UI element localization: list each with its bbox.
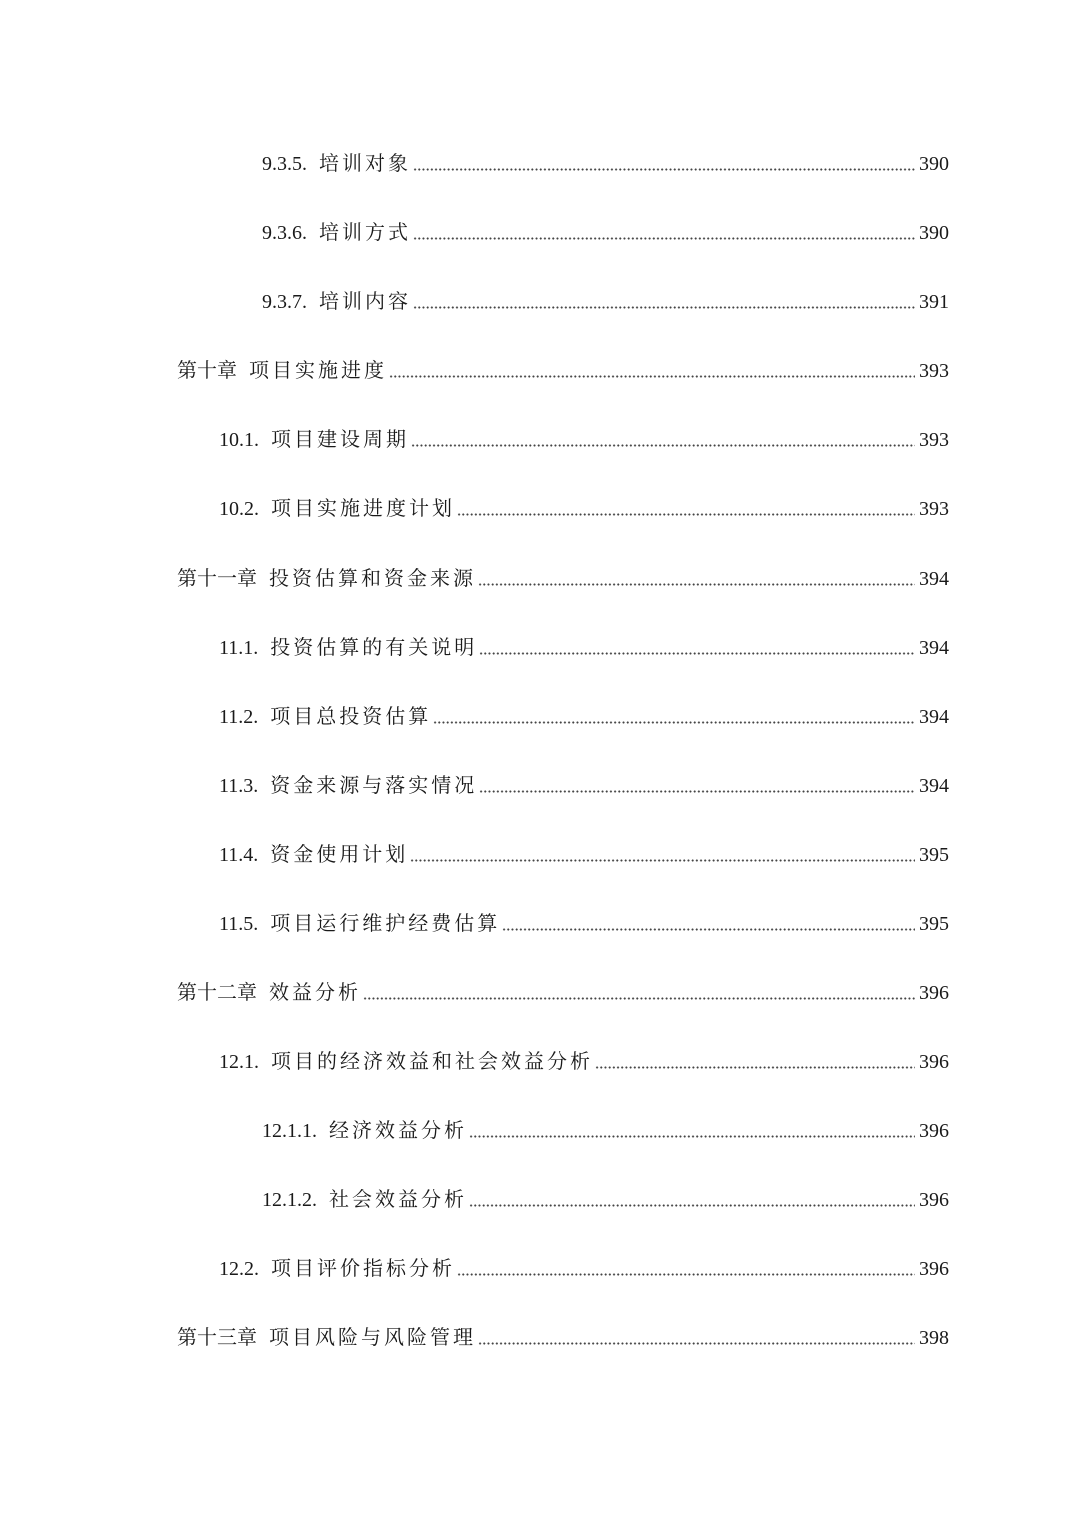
toc-entry-number: 12.2. bbox=[219, 1258, 259, 1280]
toc-entry-title: 投资估算的有关说明 bbox=[270, 637, 478, 659]
toc-entry-title: 效益分析 bbox=[269, 982, 361, 1004]
toc-entry-title: 培训对象 bbox=[319, 153, 411, 175]
toc-entry[interactable] bbox=[262, 140, 949, 176]
toc-entry[interactable] bbox=[219, 416, 949, 452]
toc-entry-title: 项目总投资估算 bbox=[270, 706, 432, 728]
toc-entry-number: 9.3.6. bbox=[262, 222, 307, 244]
toc-entry-number: 9.3.5. bbox=[262, 153, 307, 175]
toc-entry-number: 11.3. bbox=[219, 775, 259, 797]
dot-leader bbox=[413, 168, 915, 171]
toc-entry[interactable] bbox=[177, 347, 949, 383]
toc-entry-page: 393 bbox=[919, 360, 949, 382]
toc-entry-title: 项目实施进度计划 bbox=[271, 498, 455, 520]
toc-entry-number: 11.2. bbox=[219, 706, 259, 728]
toc-entry[interactable] bbox=[219, 485, 949, 521]
toc-entry-number: 11.1. bbox=[219, 637, 259, 659]
toc-entry-page: 395 bbox=[919, 913, 949, 935]
toc-entry[interactable] bbox=[219, 624, 949, 660]
toc-entry[interactable] bbox=[262, 278, 949, 314]
dot-leader bbox=[469, 1135, 915, 1138]
dot-leader bbox=[389, 375, 915, 378]
toc-entry-page: 393 bbox=[919, 429, 949, 451]
toc-entry-number: 第十三章 bbox=[177, 1327, 257, 1349]
toc-entry-number: 9.3.7. bbox=[262, 291, 307, 313]
dot-leader bbox=[595, 1066, 915, 1069]
toc-entry-page: 396 bbox=[919, 1120, 949, 1142]
toc-entry-title: 项目运行维护经费估算 bbox=[270, 913, 501, 935]
toc-entry-number: 12.1. bbox=[219, 1051, 259, 1073]
toc-entry-title: 培训方式 bbox=[319, 222, 411, 244]
toc-entry-number: 10.2. bbox=[219, 498, 259, 520]
toc-entry-title: 项目风险与风险管理 bbox=[269, 1327, 476, 1349]
dot-leader bbox=[479, 652, 915, 655]
toc-entry-number: 12.1.1. bbox=[262, 1120, 317, 1142]
dot-leader bbox=[363, 997, 915, 1000]
toc-entry[interactable] bbox=[262, 1107, 949, 1143]
toc-entry[interactable] bbox=[177, 555, 949, 591]
toc-entry-number: 12.1.2. bbox=[262, 1189, 317, 1211]
dot-leader bbox=[413, 306, 915, 309]
dot-leader bbox=[410, 859, 915, 862]
toc-entry-number: 第十二章 bbox=[177, 982, 257, 1004]
toc-entry-page: 394 bbox=[919, 775, 949, 797]
toc-entry-title: 项目实施进度 bbox=[249, 360, 387, 382]
toc-entry-page: 394 bbox=[919, 568, 949, 590]
toc-entry[interactable] bbox=[219, 1245, 949, 1281]
dot-leader bbox=[478, 583, 915, 586]
toc-entry[interactable] bbox=[219, 693, 949, 729]
dot-leader bbox=[457, 1273, 915, 1276]
toc-entry-page: 398 bbox=[919, 1327, 949, 1349]
toc-entry-page: 391 bbox=[919, 291, 949, 313]
dot-leader bbox=[411, 444, 915, 447]
dot-leader bbox=[479, 790, 915, 793]
dot-leader bbox=[413, 237, 915, 240]
dot-leader bbox=[502, 928, 915, 931]
toc-entry-title: 社会效益分析 bbox=[329, 1189, 467, 1211]
toc-entry-page: 394 bbox=[919, 706, 949, 728]
toc-entry-page: 395 bbox=[919, 844, 949, 866]
toc-entry-page: 390 bbox=[919, 153, 949, 175]
dot-leader bbox=[478, 1342, 915, 1345]
toc-entry-number: 11.4. bbox=[219, 844, 259, 866]
toc-entry-page: 396 bbox=[919, 1258, 949, 1280]
toc-entry[interactable] bbox=[262, 1176, 949, 1212]
toc-entry-title: 项目建设周期 bbox=[271, 429, 409, 451]
toc-entry-title: 资金使用计划 bbox=[270, 844, 409, 866]
toc-entry-page: 396 bbox=[919, 982, 949, 1004]
toc-entry-title: 资金来源与落实情况 bbox=[270, 775, 478, 797]
dot-leader bbox=[457, 513, 915, 516]
toc-entry[interactable] bbox=[177, 969, 949, 1005]
dot-leader bbox=[433, 721, 915, 724]
toc-entry[interactable] bbox=[219, 762, 949, 798]
dot-leader bbox=[469, 1204, 915, 1207]
toc-entry[interactable] bbox=[262, 209, 949, 245]
toc-entry-title: 投资估算和资金来源 bbox=[269, 568, 476, 590]
toc-entry-number: 10.1. bbox=[219, 429, 259, 451]
toc-entry-title: 项目评价指标分析 bbox=[271, 1258, 455, 1280]
toc-entry-title: 培训内容 bbox=[319, 291, 411, 313]
toc-entry[interactable] bbox=[219, 1038, 949, 1074]
toc-entry-number: 第十章 bbox=[177, 360, 237, 382]
toc-entry-number: 11.5. bbox=[219, 913, 259, 935]
toc-entry-page: 396 bbox=[919, 1189, 949, 1211]
toc-entry-title: 项目的经济效益和社会效益分析 bbox=[271, 1051, 593, 1073]
toc-entry-page: 390 bbox=[919, 222, 949, 244]
toc-entry-page: 394 bbox=[919, 637, 949, 659]
toc-entry[interactable] bbox=[219, 831, 949, 867]
toc-entry[interactable] bbox=[177, 1314, 949, 1350]
toc-entry[interactable] bbox=[219, 900, 949, 936]
toc-entry-page: 396 bbox=[919, 1051, 949, 1073]
toc-entry-page: 393 bbox=[919, 498, 949, 520]
toc-entry-title: 经济效益分析 bbox=[329, 1120, 467, 1142]
toc-entry-number: 第十一章 bbox=[177, 568, 257, 590]
